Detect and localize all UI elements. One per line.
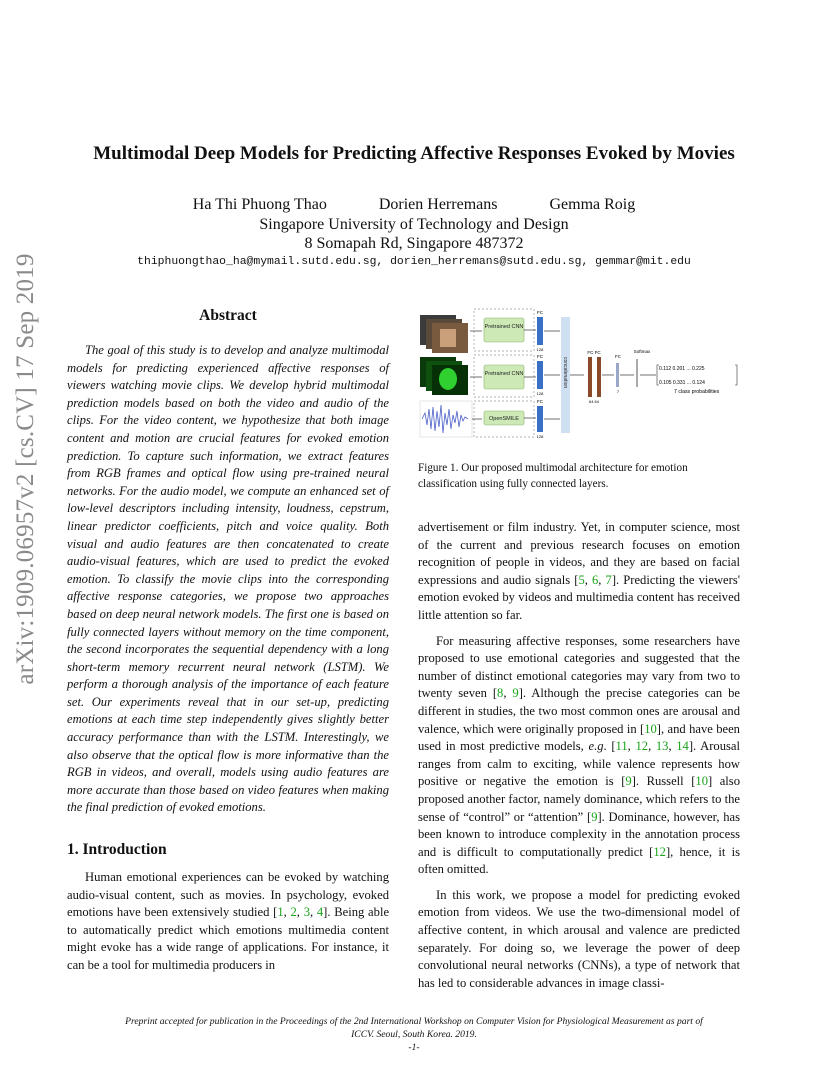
citation-link[interactable]: 12: [635, 739, 649, 754]
layer-label: FC: [537, 354, 543, 359]
citation-link[interactable]: 7: [605, 572, 612, 587]
abstract-paragraph: The goal of this study is to develop and analyze multimodal models for predicting experienced affective responses of viewers watching movie clips. We develop hybrid multimodal prediction models based on both the video and audio of the clips. For the video content, we hypothesize that both image content and motion are crucial features for evoked emotion prediction. To capture such information, we extract features from RGB frames and optical flow using pre-trained neural networks. For the audio model, we compute an enhanced set of low-level descriptors including intensity, loudness, cepstrum, linear predictor coefficients, pitch and voice quality. Both visual and audio features are then concatenated to create audio-visual features, which are used to predict the evoked emotion. To classify the movie clips into the corresponding affective response categories, we propose two approaches based on deep neural network models. The first one is based on fully connected layers without memory on the time component, the second incorporates the sequential dependency with a long short-term memory recurrent neural network (LSTM). We perform a thorough analysis of the importance of each feature set. Our experiments reveal that in our set-up, predicting emotions at each time step independently gives slightly better accuracy performance than with the LSTM. Interestingly, we also observe that the optical flow is more informative than the RGB in videos, and overall, models using audio features are more accurate than those based on video features when making the final prediction of evoked emotions.: [67, 343, 389, 815]
layer-label: FC FC: [587, 350, 601, 355]
citation-link[interactable]: 10: [695, 774, 708, 789]
layer-label: FC: [537, 310, 543, 315]
audio-waveform-image: [420, 401, 472, 437]
citation-link[interactable]: 8: [497, 686, 504, 701]
author-emails: thiphuongthao_ha@mymail.sutd.edu.sg, dorien_herremans@sutd.edu.sg, gemmar@mit.edu: [137, 256, 691, 268]
citation-link[interactable]: 5: [578, 572, 585, 587]
citation-link[interactable]: 12: [653, 844, 666, 859]
fc-layer: [597, 357, 601, 397]
dimension-label: 128: [536, 347, 544, 352]
output-label: 7 class probabilities: [674, 389, 720, 395]
citation-link[interactable]: 4: [316, 905, 324, 920]
softmax-label: Softmax: [633, 349, 651, 354]
address: 8 Somapah Rd, Singapore 487372: [304, 235, 524, 252]
author-name: Gemma Roig: [549, 196, 636, 213]
dimension-label: 7: [616, 389, 620, 394]
section-heading: 1. Introduction: [67, 841, 167, 858]
page-number: -1-: [408, 1042, 420, 1053]
citation-link[interactable]: 9: [625, 774, 632, 789]
rgb-frames-image: [420, 315, 468, 353]
citation-link[interactable]: 3: [303, 905, 310, 920]
dimension-label: 64 64: [588, 399, 600, 404]
citation-link[interactable]: 11: [615, 739, 628, 754]
probability-row: 0.112 0.201 ... 0.225: [659, 366, 705, 372]
paragraph: advertisement or film industry. Yet, in computer science, most of the current and previous research focuses on emotion recognition of people in videos, and they are based on facial expressions and audio signals [5, 6, 7]. Predicting the viewers' emotion evoked by videos and multimedia content has received little attention so far.: [418, 520, 740, 622]
layer-label: FC: [537, 399, 543, 404]
page-footer: [55, 1015, 773, 1054]
paragraph: In this work, we propose a model for predicting evoked emotion from videos. We use the two-dimensional model of affective content, in which arousal and valence are predicted separately. For doing so, we leverage the power of deep convolutional neural networks (CNNs), a type of network that has led to considerable advances in image classi-: [418, 887, 740, 990]
citation-link[interactable]: 10: [644, 721, 657, 736]
affiliation: Singapore University of Technology and Design: [259, 216, 569, 233]
dimension-label: 128: [536, 391, 544, 396]
affiliation-block: [0, 215, 828, 253]
pretrained-cnn-module: [484, 365, 524, 389]
citation-link[interactable]: 13: [655, 739, 669, 754]
figure-caption: Figure 1. Our proposed multimodal architecture for emotion classification using fully connected layers.: [418, 462, 688, 490]
module-label: Pretrained CNN: [484, 324, 524, 330]
intro-text: Human emotional experiences can be evoked by watching audio-visual content, such as movies. In psychology, evoked emotions have been extensively studied [1, 2, 3, 4]. Being able to automatically predict which emotions multimedia content might evoke has a wide range of applications. For instance, it can be a tool for multimedia producers in: [67, 870, 390, 972]
footer-note: ICCV. Seoul, South Korea. 2019.: [351, 1029, 477, 1040]
citation-link[interactable]: 6: [591, 572, 599, 587]
concatenation-label: concatenation: [562, 357, 568, 389]
citation-link[interactable]: 14: [676, 739, 689, 754]
optical-flow-image: [420, 357, 468, 395]
paper-title: Multimodal Deep Models for Predicting Affective Responses Evoked by Movies: [93, 143, 735, 164]
architecture-figure: [416, 305, 746, 445]
citation-link[interactable]: 1: [277, 905, 284, 920]
fc-layer: [616, 363, 619, 387]
arxiv-sidebar: [5, 253, 47, 685]
author-name: Ha Thi Phuong Thao: [192, 196, 327, 213]
probability-row: 0.105 0.331 ... 0.124: [659, 380, 705, 386]
intro-paragraph: [67, 869, 389, 975]
abstract-heading: Abstract: [199, 307, 257, 324]
fc-layer: [588, 357, 592, 397]
citation-link[interactable]: 9: [591, 809, 598, 824]
layer-label: FC: [615, 354, 621, 359]
module-label: Pretrained CNN: [484, 371, 524, 377]
author-name: Dorien Herremans: [378, 196, 498, 213]
fc-layer: [537, 317, 543, 345]
arxiv-identifier: arXiv:1909.06957v2 [cs.CV] 17 Sep 2019: [12, 253, 39, 685]
right-column-text: [418, 519, 740, 1000]
dimension-label: 128: [536, 434, 544, 439]
citation-link[interactable]: 2: [290, 905, 297, 920]
footer-note: Preprint accepted for publication in the Proceedings of the 2nd International Workshop on Computer Vision for Physiological Measurement as part of: [125, 1016, 703, 1027]
author-list: [0, 196, 828, 214]
fc-layer: [537, 361, 543, 389]
abstract-text: [67, 342, 389, 817]
pretrained-cnn-module: [484, 318, 524, 342]
fc-layer: [537, 406, 543, 432]
module-label: OpenSMILE: [489, 416, 519, 422]
citation-link[interactable]: 9: [512, 686, 519, 701]
paragraph: For measuring affective responses, some researchers have proposed to use emotional categories and suggested that the number of distinct emotional categories may vary from two to twenty seven [8, 9]. Although the precise categories can be different in studies, the two most common ones are arousal and valence, which were originally proposed in [10], and have been used in most predictive models, e.g. [11, 12, 13, 14]. Arousal ranges from calm to exciting, while valence represents how positive or negative the emotion is [9]. Russell [10] also proposed another factor, namely dominance, which refers to the sense of “control” or “attention” [9]. Dominance, however, has been known to introduce complexity in the annotation process and is difficult to computationally predict [12], hence, it is often omitted.: [418, 633, 741, 877]
